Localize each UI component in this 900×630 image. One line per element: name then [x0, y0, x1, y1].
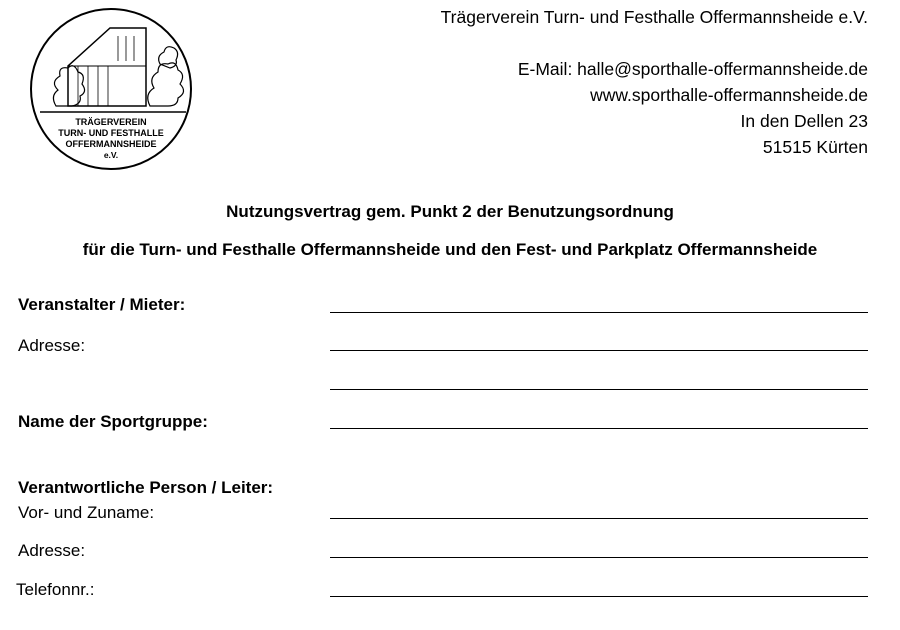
- organizer-field[interactable]: [330, 312, 868, 313]
- full-name-field[interactable]: [330, 518, 868, 519]
- organization-header: [441, 4, 868, 160]
- organization-email: E-Mail: halle@sporthalle-offermannsheide.de: [517, 59, 868, 79]
- organization-name: Trägerverein Turn- und Festhalle Offermannsheide e.V.: [440, 7, 868, 27]
- phone-label: Telefonnr.:: [16, 580, 95, 599]
- full-name-label: Vor- und Zuname:: [18, 503, 155, 522]
- organization-website: www.sporthalle-offermannsheide.de: [590, 85, 868, 105]
- document-title: Nutzungsvertrag gem. Punkt 2 der Benutzungsordnung: [226, 202, 674, 221]
- logo-text-line3: OFFERMANNSHEIDE: [65, 139, 157, 149]
- organization-city: 51515 Kürten: [762, 137, 868, 157]
- address-field-line2[interactable]: [330, 389, 868, 390]
- organization-street: In den Dellen 23: [740, 111, 868, 131]
- responsible-address-field[interactable]: [330, 557, 868, 558]
- document-subtitle: für die Turn- und Festhalle Offermannsheide und den Fest- und Parkplatz Offermannsheide: [82, 240, 818, 259]
- logo-text-line4: e.V.: [103, 150, 119, 160]
- responsible-person-heading: Verantwortliche Person / Leiter:: [18, 478, 274, 497]
- phone-field[interactable]: [330, 596, 868, 597]
- association-logo: [28, 6, 194, 172]
- address-label: Adresse:: [18, 336, 86, 355]
- sport-group-label: Name der Sportgruppe:: [18, 412, 208, 431]
- address-field-line1[interactable]: [330, 350, 868, 351]
- organizer-label: Veranstalter / Mieter:: [18, 295, 186, 314]
- responsible-address-label: Adresse:: [18, 541, 86, 560]
- sport-group-field[interactable]: [330, 428, 868, 429]
- logo-text-line2: TURN- UND FESTHALLE: [58, 128, 164, 138]
- logo-text-line1: TRÄGERVEREIN: [75, 117, 147, 127]
